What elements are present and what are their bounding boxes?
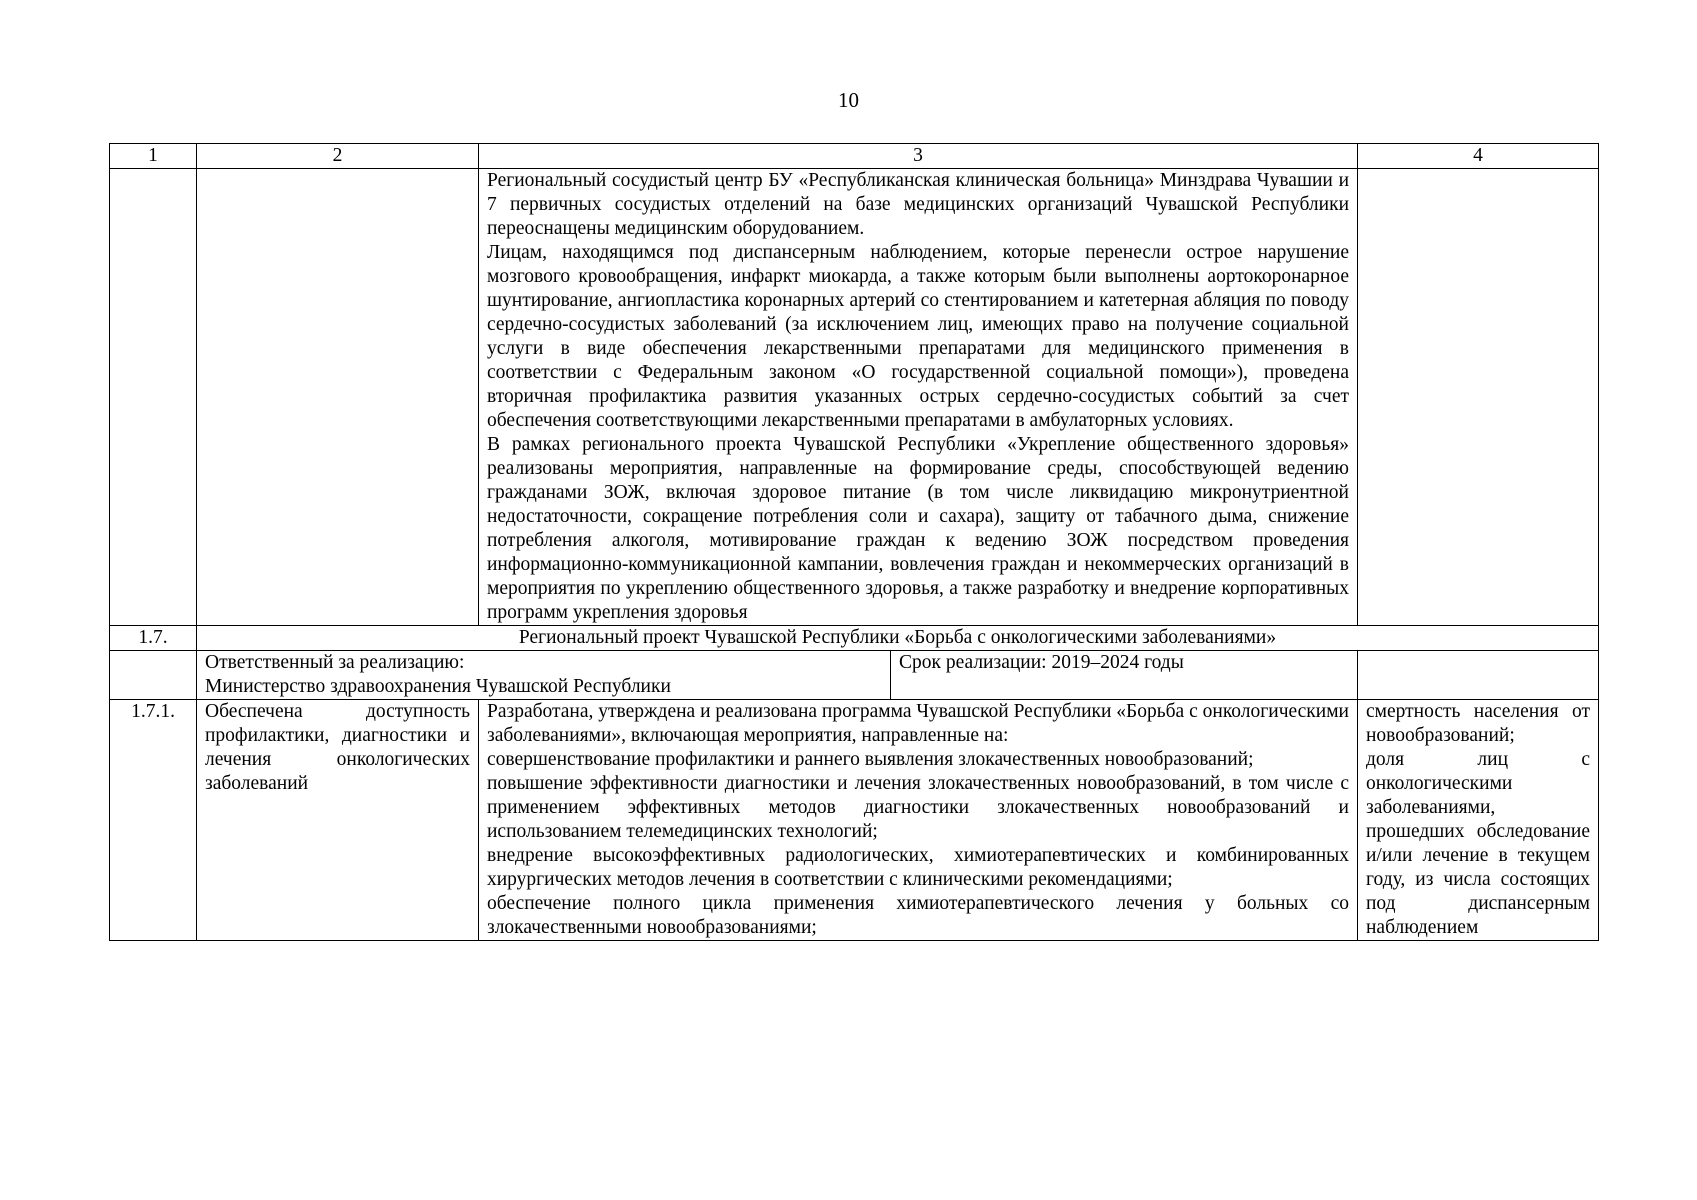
responsible-value: Министерство здравоохранения Чувашской Республики xyxy=(205,676,671,697)
paragraph: обеспечение полного цикла применения химиотерапевтического лечения у больных со злокачественными новообразованиями; xyxy=(487,893,1349,938)
header-col-3: 3 xyxy=(479,144,1358,169)
responsible-label: Ответственный за реализацию: xyxy=(205,652,465,673)
paragraph: Региональный сосудистый центр БУ «Республиканская клиническая больница» Минздрава Чувашии и 7 первичных сосудистых отделений на базе медицинских организаций Чувашской Республики переоснащены медицинским оборудованием. xyxy=(487,170,1349,239)
item-indicators-cell xyxy=(1358,700,1599,941)
paragraph: В рамках регионального проекта Чувашской Республики «Укрепление общественного здоровья» реализованы мероприятия, направленные на формирование среды, способствующей ведению гражданами ЗОЖ, включая здоровое питание (в том числе ликвидацию микронутриентной недостаточности, сокращение потребления соли и сахара), защиту от табачного дыма, снижение потребления алкоголя, мотивирование граждан к ведению ЗОЖ посредством проведения информационно-коммуникационной кампании, вовлечения граждан и некоммерческих организаций в мероприятия по укреплению общественного здоровья, а также разработку и внедрение корпоративных программ укрепления здоровья xyxy=(487,434,1349,623)
item-measures-cell xyxy=(479,700,1358,941)
header-col-4: 4 xyxy=(1358,144,1599,169)
term: Срок реализации: 2019–2024 годы xyxy=(899,652,1184,673)
term-continuation xyxy=(1358,651,1599,700)
item-task: Обеспечена доступность профилактики, диагностики и лечения онкологических заболеваний xyxy=(197,700,479,941)
section-responsible-row xyxy=(110,651,1599,700)
paragraph: повышение эффективности диагностики и лечения злокачественных новообразований, в том числе с применением эффективных методов диагностики злокачественных новообразований и использованием телемедицинских технологий; xyxy=(487,773,1349,842)
item-number: 1.7.1. xyxy=(110,700,197,941)
indicator: смертность населения от новообразований; xyxy=(1366,701,1590,746)
continuation-col-4 xyxy=(1358,169,1599,626)
indicator: доля лиц с онкологическими заболеваниями, прошедших обследование и/или лечение в текущем году, из числа состоящих под диспансерным наблюдением xyxy=(1366,749,1590,938)
header-col-1: 1 xyxy=(110,144,197,169)
paragraph: Лицам, находящимся под диспансерным наблюдением, которые перенесли острое нарушение мозгового кровообращения, инфаркт миокарда, а также которым были выполнены аортокоронарное шунтирование, ангиопластика коронарных артерий со стентированием и катетерная абляция по поводу сердечно-сосудистых заболеваний (за исключением лиц, имеющих право на получение социальной услуги в виде обеспечения лекарственными препаратами для медицинского применения в соответствии с Федеральным законом «О государственной социальной помощи»), проведена вторичная профилактика развития указанных острых сердечно-сосудистых событий за счет обеспечения соответствующими лекарственными препаратами в амбулаторных условиях. xyxy=(487,242,1349,431)
continuation-col-1 xyxy=(110,169,197,626)
paragraph: внедрение высокоэффективных радиологических, химиотерапевтических и комбинированных хирургических методов лечения в соответствии с клиническими рекомендациями; xyxy=(487,845,1349,890)
responsible-cell xyxy=(197,651,1358,700)
term-cell xyxy=(890,651,1365,699)
continuation-col-2 xyxy=(197,169,479,626)
section-number: 1.7. xyxy=(110,626,197,651)
section-title-row xyxy=(110,626,1599,651)
continuation-row xyxy=(110,169,1599,626)
header-col-2: 2 xyxy=(197,144,479,169)
section-title: Региональный проект Чувашской Республики «Борьба с онкологическими заболеваниями» xyxy=(197,626,1599,651)
continuation-measures-cell xyxy=(479,169,1358,626)
paragraph: Разработана, утверждена и реализована программа Чувашской Республики «Борьба с онкологическими заболеваниями», включающая мероприятия, направленные на: xyxy=(487,701,1349,746)
paragraph: совершенствование профилактики и раннего выявления злокачественных новообразований; xyxy=(487,749,1254,770)
measures-table xyxy=(109,143,1599,941)
responsible-empty-cell xyxy=(110,651,197,700)
table-header-row xyxy=(110,144,1599,169)
page-number: 10 xyxy=(838,88,859,112)
item-row xyxy=(110,700,1599,941)
